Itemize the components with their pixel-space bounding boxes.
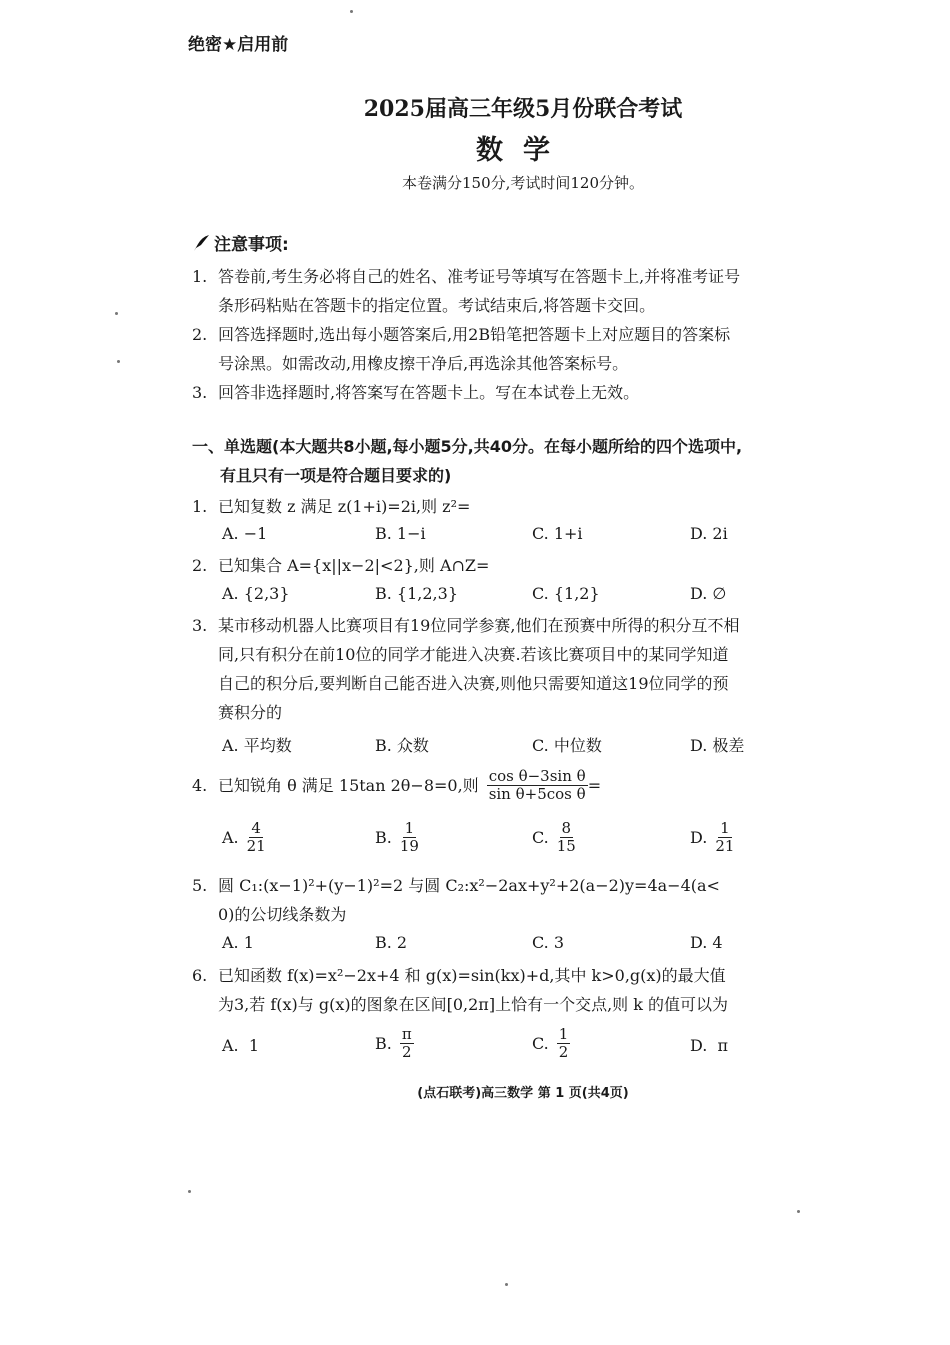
option-d: D. ∅: [690, 584, 727, 603]
option-b: B. $\frac{1}{19}$: [375, 819, 419, 855]
section-heading: 一、单选题(本大题共8小题,每小题5分,共40分。在每小题所给的四个选项中, 有且只有一项是符合题目要求的): [192, 437, 743, 485]
option-d: D. 2i: [690, 524, 728, 543]
scan-speck: [117, 360, 120, 363]
scan-speck: [188, 1190, 191, 1193]
option-a: A. 1: [222, 933, 254, 952]
subject-title: 数学: [476, 135, 570, 166]
scan-speck: [115, 312, 118, 315]
question-6: 6. 已知函数 f(x)=x²−2x+4 和 g(x)=sin(kx)+d,其中 k>0,g(x)的最大值 为3,若 f(x)与 g(x)的图象在区间[0,2π]上恰有一个交点,则 k 的值可以为: [192, 966, 729, 1014]
exam-meta: 本卷满分150分,考试时间120分钟。: [401, 174, 645, 192]
option-b: B. 2: [375, 933, 408, 952]
question-5: 5. 圆 C₁:(x−1)²+(y−1)²=2 与圆 C₂:x²−2ax+y²+2(a−2)y=4a−4(a< 0)的公切线条数为: [192, 876, 720, 924]
option-d: D. π: [690, 1036, 729, 1055]
option-c: C. 3: [532, 933, 565, 952]
notice-list: [192, 262, 872, 407]
pen-icon: [192, 234, 210, 252]
notice-item: 2. 回答选择题时,选出每小题答案后,用2B铅笔把答题卡上对应题目的答案标: [192, 325, 731, 344]
notice-heading-text: 注意事项:: [214, 235, 289, 255]
option-c: C. $\frac{8}{15}$: [532, 819, 576, 855]
question-1: 1. 已知复数 z 满足 z(1+i)=2i,则 z²=: [192, 497, 471, 516]
option-c: C. {1,2}: [532, 584, 600, 603]
secret-label: 绝密★启用前: [188, 35, 289, 55]
scan-speck: [797, 1210, 800, 1213]
notice-item: 3. 回答非选择题时,将答案写在答题卡上。写在本试卷上无效。: [192, 383, 640, 402]
notice-heading: [192, 230, 289, 255]
option-d: D. 4: [690, 933, 723, 952]
option-b: B. $\frac{\pi}{2}$: [375, 1025, 412, 1061]
option-d: D. $\frac{1}{21}$: [690, 819, 735, 855]
option-a: A. $\frac{4}{21}$: [222, 819, 266, 855]
fraction: $\frac{\text{cos θ−3sin θ}}{\text{sin θ+5cos θ}}$: [488, 767, 586, 803]
option-c: C. 1+i: [532, 524, 583, 543]
notice-item-cont: 号涂黑。如需改动,用橡皮擦干净后,再选涂其他答案标号。: [218, 354, 629, 373]
scan-speck: [505, 1283, 508, 1286]
page-footer: (点石联考)高三数学 第 1 页(共4页): [417, 1086, 629, 1101]
option-a: A. 1: [222, 1036, 259, 1055]
option-b: B. {1,2,3}: [375, 584, 458, 603]
question-2: 2. 已知集合 A={x||x−2|<2},则 A∩Z=: [192, 556, 490, 575]
option-b: B. 众数: [375, 736, 429, 755]
option-c: C. $\frac{1}{2}$: [532, 1025, 569, 1061]
question-4: 4. 已知锐角 θ 满足 15tan 2θ−8=0,则 $\frac{\text{cos θ−3sin θ}}{\text{sin θ+5cos θ}}$ =: [192, 767, 602, 803]
notice-item: 1. 答卷前,考生务必将自己的姓名、准考证号等填写在答题卡上,并将准考证号: [192, 267, 741, 286]
option-d: D. 极差: [690, 736, 745, 755]
exam-title: 2025届高三年级5月份联合考试: [363, 96, 683, 122]
question-3: 3. 某市移动机器人比赛项目有19位同学参赛,他们在预赛中所得的积分互不相 同,只有积分在前10位的同学才能进入决赛.若该比赛项目中的某同学知道 自己的积分后,要判断自己能否进入决赛,则他只需要知道这19位同学的预 赛积分的: [192, 616, 740, 722]
option-c: C. 中位数: [532, 736, 602, 755]
option-a: A. −1: [222, 524, 268, 543]
option-a: A. {2,3}: [222, 584, 290, 603]
option-a: A. 平均数: [222, 736, 292, 755]
scan-speck: [350, 10, 353, 13]
option-b: B. 1−i: [375, 524, 426, 543]
notice-item-cont: 条形码粘贴在答题卡的指定位置。考试结束后,将答题卡交回。: [218, 296, 656, 315]
